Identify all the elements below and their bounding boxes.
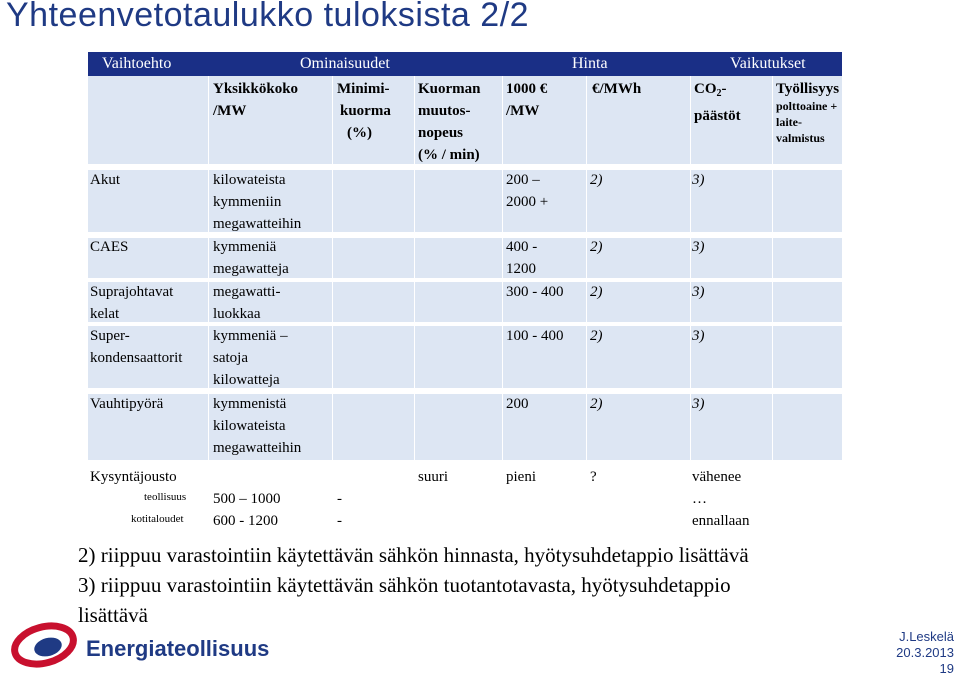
row-sublabel-kotitaloudet: kotitaloudet [131,513,184,525]
row-band-vauhti [88,394,842,460]
row-price: pieni [506,469,536,485]
row-name: Super- kondensaattorit [90,328,183,366]
row-co2: 3) [692,239,705,255]
row-emwh: 2) [590,284,603,300]
subheader-tyollisyys: Työllisyys polttoaine + laite- valmistus [776,81,840,145]
header-hinta: Hinta [572,55,608,72]
row-price: 200 [506,396,529,412]
row-sublabel-teollisuus: teollisuus [144,491,187,503]
subheader-hinta-1000e-mw: 1000 € /MW [506,81,548,119]
row-co2: 3) [692,284,705,300]
row-emwh: 2) [590,172,603,188]
header-vaikutukset: Vaikutukset [730,55,806,72]
row-band-akut [88,170,842,232]
row-band-superkond [88,326,842,388]
row-co2: 3) [692,396,705,412]
row-emwh: 2) [590,328,603,344]
subheader-minimikuorma: Minimi- kuorma (%) [337,81,391,141]
row-name: Akut [90,172,120,188]
row-min-teollisuus: - [337,491,342,507]
logo-text: Energiateollisuus [86,636,270,661]
row-size: kilowateista kymmeniin megawatteihin [213,172,302,232]
row-min-kotitaloudet: - [337,513,342,529]
column-divider [772,76,773,463]
column-divider [208,76,209,463]
page-number: 19 [939,661,954,676]
row-co2: 3) [692,328,705,344]
column-divider [332,76,333,463]
row-emwh: ? [590,469,597,485]
row-price: 100 - 400 [506,328,564,344]
column-divider [414,76,415,463]
column-divider [586,76,587,463]
row-size: megawatti- luokkaa [213,284,281,322]
row-size: kymmenistä kilowateista megawatteihin [213,396,302,456]
row-size-kotitaloudet: 600 - 1200 [213,513,278,529]
subheader-yksikkokoko: Yksikkökoko /MW [213,81,299,119]
row-name: Kysyntäjousto [90,469,177,485]
page-title: Yhteenvetotaulukko tuloksista 2/2 [6,0,530,34]
row-emwh: 2) [590,239,603,255]
row-price: 400 - 1200 [506,239,538,277]
row-band-caes [88,238,842,278]
footnote-2: 2) riippuu varastointiin käytettävän sähkön hinnasta, hyötysuhdetappio lisättävä [78,543,749,567]
row-size-teollisuus: 500 – 1000 [213,491,281,507]
subheader-co2-paastot: $CO_2-$ päästöt [694,81,741,124]
row-size: kymmeniä megawatteja [213,239,289,277]
row-co2: vähenee … ennallaan [692,469,750,529]
column-divider [502,76,503,463]
row-name: CAES [90,239,129,255]
footer [896,629,954,677]
footer-author: J.Leskelä [899,629,954,644]
table-header-bar [88,52,842,76]
header-vaihtoehto: Vaihtoehto [102,55,172,72]
column-divider [690,76,691,463]
row-price: 300 - 400 [506,284,564,300]
subheader-emwh: €/MWh [592,81,642,97]
row-emwh: 2) [590,396,603,412]
energiateollisuus-logo-icon [8,622,80,668]
row-size: kymmeniä – satoja kilowatteja [213,328,288,388]
row-band-supra [88,282,842,322]
row-price: 200 – 2000 + [506,172,549,210]
row-co2: 3) [692,172,705,188]
row-name: Vauhtipyörä [90,396,164,412]
header-ominaisuudet: Ominaisuudet [300,55,390,72]
footer-date: 20.3.2013 [896,645,954,660]
row-name: Suprajohtavat kelat [90,284,174,322]
row-kuorman-muutosnopeus: suuri [418,469,448,485]
footnote-3: 3) riippuu varastointiin käytettävän sähkön tuotantotavasta, hyötysuhdetappio lisättävä [78,573,731,627]
subheader-kuorman-muutosnopeus: Kuorman muutos- nopeus (% / min) [418,81,481,163]
